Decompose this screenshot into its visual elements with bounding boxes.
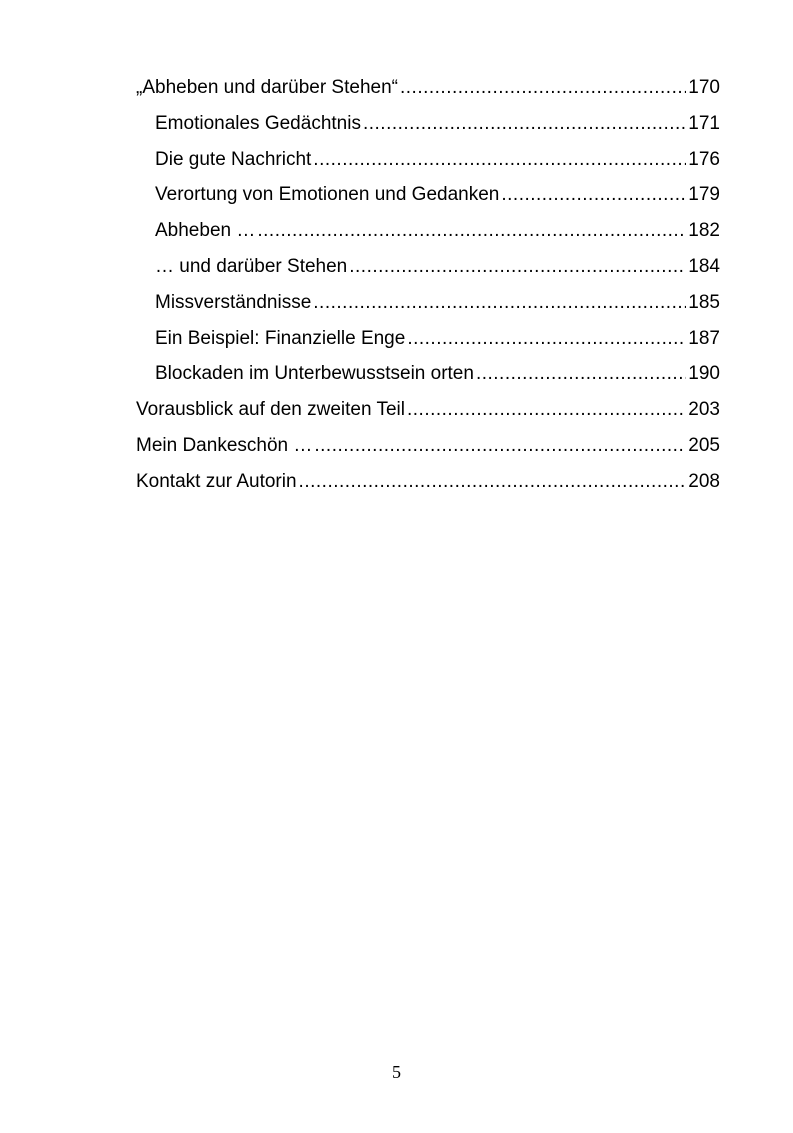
toc-entry-kontakt-zur-autorin <box>136 464 720 500</box>
toc-entry-page: 185 <box>688 291 720 313</box>
toc-entry-page: 182 <box>688 220 720 242</box>
toc-dot-leader <box>313 142 686 178</box>
toc-entry-page: 190 <box>688 363 720 385</box>
toc-entry-page: 205 <box>688 434 720 456</box>
toc-entry-title: Missverständnisse <box>155 291 312 313</box>
toc-entry-page: 170 <box>688 77 720 98</box>
toc-dot-leader <box>407 392 686 428</box>
toc-entry-emotionales-gedaechtnis <box>136 106 720 142</box>
toc-dot-leader <box>407 321 686 357</box>
toc-entry-title: Emotionales Gedächtnis <box>155 112 361 134</box>
toc-entry-page: 208 <box>688 470 720 492</box>
toc-entry-page: 187 <box>688 327 720 349</box>
toc-entry-title: Die gute Nachricht <box>155 148 312 170</box>
toc-entry-abheben-und-darueber-stehen <box>136 70 720 106</box>
toc-dot-leader <box>299 464 687 500</box>
toc-dot-leader <box>363 106 686 142</box>
toc-dot-leader <box>257 213 686 249</box>
toc-dot-leader <box>501 177 686 213</box>
toc-entry-page: 171 <box>688 112 720 134</box>
toc-dot-leader <box>313 285 686 321</box>
toc-entry-vorausblick <box>136 392 720 428</box>
toc-dot-leader <box>476 356 686 392</box>
toc-dot-leader <box>314 428 686 464</box>
toc-dot-leader <box>349 249 686 285</box>
toc-entry-missverstaendnisse <box>136 285 720 321</box>
toc-entry-title: Abheben … <box>155 220 256 242</box>
toc-entry-title: Ein Beispiel: Finanzielle Enge <box>155 327 406 349</box>
toc-entry-title: Vorausblick auf den zweiten Teil <box>136 399 405 421</box>
toc-entry-ein-beispiel <box>136 321 720 357</box>
toc-entry-die-gute-nachricht <box>136 142 720 178</box>
toc-entry-title: Mein Dankeschön … <box>136 434 313 456</box>
toc-entry-page: 179 <box>688 184 720 206</box>
toc-entry-abheben <box>136 213 720 249</box>
table-of-contents <box>136 70 720 500</box>
toc-entry-verortung <box>136 177 720 213</box>
toc-dot-leader <box>400 70 686 106</box>
toc-entry-page: 184 <box>688 255 720 277</box>
toc-entry-title: Kontakt zur Autorin <box>136 470 297 492</box>
toc-entry-blockaden <box>136 356 720 392</box>
toc-entry-page: 203 <box>688 399 720 421</box>
toc-entry-title: Verortung von Emotionen und Gedanken <box>155 184 500 206</box>
toc-entry-title: Blockaden im Unterbewusstsein orten <box>155 363 474 385</box>
page-number: 5 <box>392 1062 401 1082</box>
toc-entry-und-darueber-stehen <box>136 249 720 285</box>
toc-entry-title: … und darüber Stehen <box>155 255 348 277</box>
toc-entry-title: „Abheben und darüber Stehen“ <box>136 77 398 98</box>
toc-entry-page: 176 <box>688 148 720 170</box>
toc-entry-mein-dankeschoen <box>136 428 720 464</box>
